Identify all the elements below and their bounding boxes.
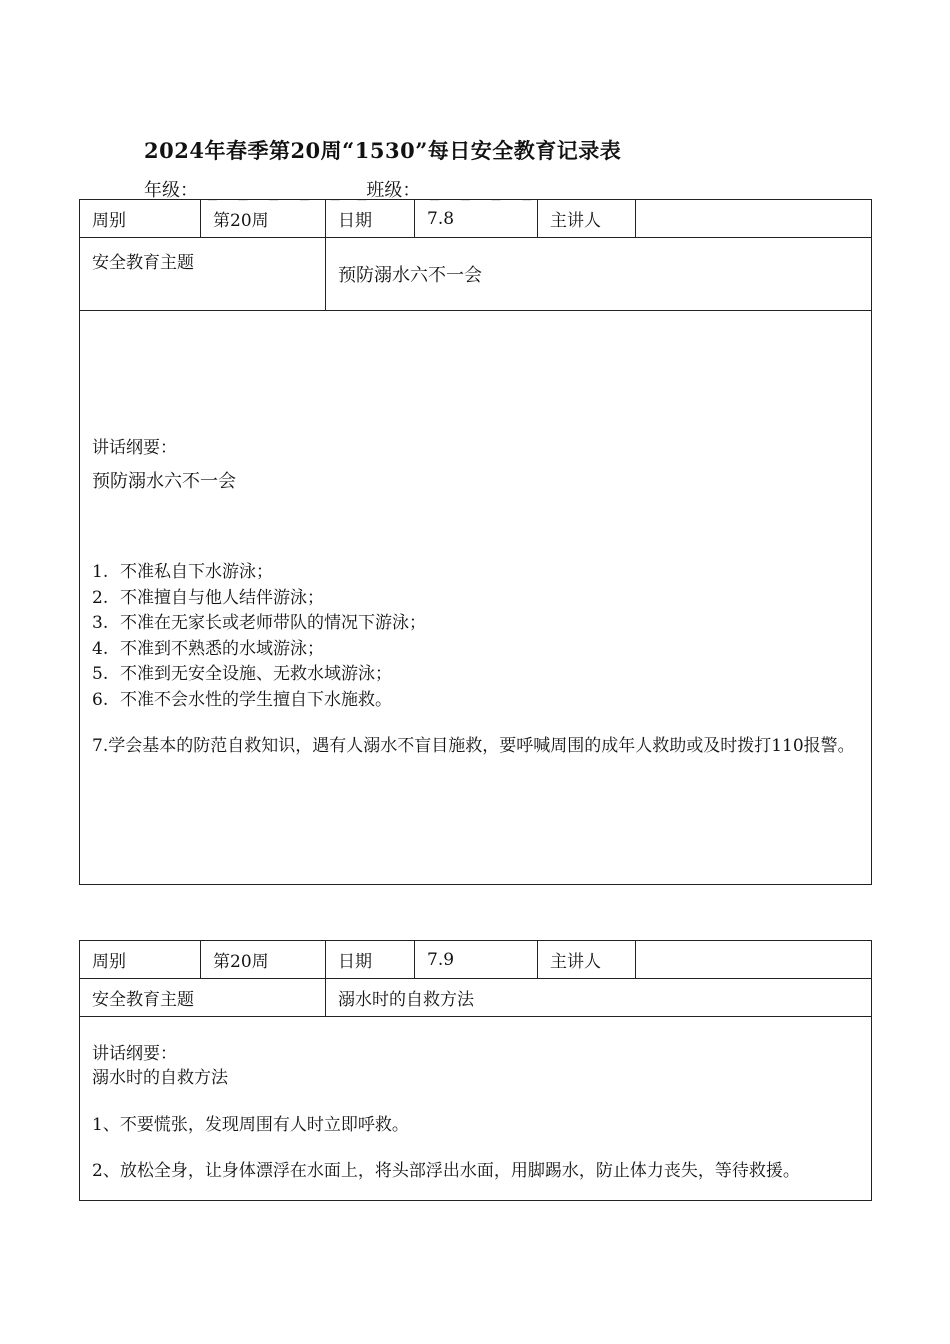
class-label: _班级： xyxy=(357,180,421,201)
paragraph: 2、放松全身，让身体漂浮在水面上，将头部浮出水面，用脚踢水，防止体力丧失，等待救援。 xyxy=(92,1161,800,1181)
topic-value: 预防溺水六不一会 xyxy=(326,238,872,311)
week-label: 周别 xyxy=(80,200,201,238)
date-label: 日期 xyxy=(326,941,415,979)
rule-seven: 7.学会基本的防范自救知识，遇有人溺水不盲目施救，要呼喊周围的成年人救助或及时拨打110报警。 xyxy=(92,736,855,756)
outline-row xyxy=(80,1017,872,1201)
topic-value: 溺水时的自救方法 xyxy=(326,979,872,1017)
speaker-label: 主讲人 xyxy=(538,941,636,979)
paragraph: 1、不要慌张，发现周围有人时立即呼救。 xyxy=(92,1115,409,1135)
record-table-2 xyxy=(79,940,872,1201)
grade-label: 年级： xyxy=(144,180,198,201)
outline-row xyxy=(80,311,872,885)
list-item: 4. 不准到不熟悉的水域游泳； xyxy=(92,638,324,659)
topic-row xyxy=(80,979,872,1017)
record-header-row xyxy=(80,200,872,238)
rules-list xyxy=(92,560,859,713)
list-item: 2. 不准擅自与他人结伴游泳； xyxy=(92,587,324,608)
outline-cell xyxy=(80,1017,872,1201)
speaker-value xyxy=(636,941,872,979)
week-value: 第20周 xyxy=(201,941,326,979)
topic-label: 安全教育主题 xyxy=(80,979,326,1017)
week-label: 周别 xyxy=(80,941,201,979)
topic-label: 安全教育主题 xyxy=(80,238,326,311)
list-item: 1. 不准私自下水游泳； xyxy=(92,562,273,582)
outline-subtitle: 溺水时的自救方法 xyxy=(92,1068,228,1088)
record-table-1 xyxy=(79,199,872,885)
page-title: 2024年春季第20周“1530”每日安全教育记录表 xyxy=(144,138,622,163)
week-value: 第20周 xyxy=(201,200,326,238)
outline-label: 讲话纲要： xyxy=(92,1044,177,1064)
class-blank: _ _ _ _ xyxy=(430,180,540,201)
grade-blank: _ _ _ _ _ xyxy=(207,180,348,201)
date-value: 7.9 xyxy=(415,941,538,979)
date-label: 日期 xyxy=(326,200,415,238)
speaker-label: 主讲人 xyxy=(538,200,636,238)
speaker-value xyxy=(636,200,872,238)
date-value: 7.8 xyxy=(415,200,538,238)
record-header-row xyxy=(80,941,872,979)
topic-row xyxy=(80,238,872,311)
outline-cell xyxy=(80,311,872,885)
list-item: 3. 不准在无家长或老师带队的情况下游泳； xyxy=(92,613,426,633)
list-item: 6. 不准不会水性的学生擅自下水施救。 xyxy=(92,689,392,710)
outline-subtitle: 预防溺水六不一会 xyxy=(92,471,236,492)
outline-label: 讲话纲要： xyxy=(92,438,177,458)
list-item: 5. 不准到无安全设施、无救水域游泳； xyxy=(92,664,392,684)
